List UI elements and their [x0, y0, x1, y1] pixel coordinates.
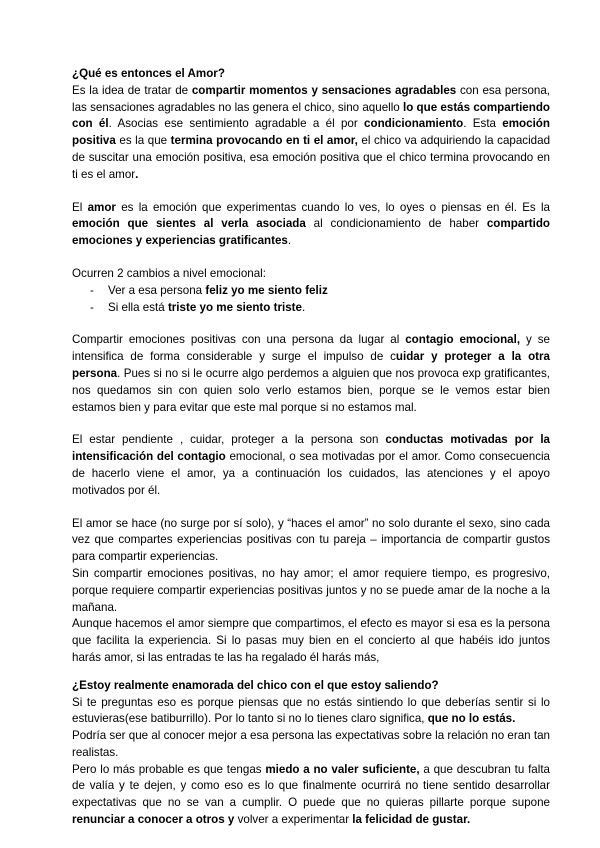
text-run: con esa persona, las sensaciones agradables no las genera el chico, sino aquello [72, 83, 551, 114]
text-run: es la emoción que experimentas cuando lo ves, lo oyes o piensas en él. Es la [115, 200, 551, 214]
paragraph [72, 200, 550, 250]
text-run: . Pues si no si le ocurre algo perdemos a alguien que nos provoca exp gratificantes, nos quedamos sin con quien solo verlo estamos bien, porque se le vemos estar bien estamos bien y para evitar que este mal porque si no estamos mal. [72, 366, 550, 414]
bullet-list [72, 283, 550, 317]
text-run: . Asocias ese sentimiento agradable a él por [108, 117, 365, 131]
bold-text: emoción que sientes al verla asociada [72, 217, 306, 231]
text-run: . [301, 300, 306, 314]
text-run: Ocurren 2 cambios a nivel emocional: [72, 266, 266, 280]
paragraph [72, 616, 550, 666]
text-run: Ver a esa persona [108, 283, 206, 297]
text-run: Si te preguntas eso es porque piensas que no estás sintiendo lo que deberías sentir si lo estuvieras(ese batiburrillo). Por lo tanto si no lo tienes claro significa, [72, 695, 550, 726]
text-run: . Esta [463, 117, 503, 131]
text-run: es la que [115, 134, 171, 148]
text-run: el chico va adquiriendo la capacidad de suscitar una emoción positiva, esa emoción positiva que el chico termina provocando en ti es el amor [72, 134, 551, 181]
text-run: Sin compartir emociones positivas, no hay amor; el amor requiere tiempo, es progresivo, porque requiere compartir experiencias positivas juntos y no se puede amar de la noche a la mañana. [72, 566, 550, 614]
text-run: volver a experimentar [234, 813, 353, 827]
bold-text: uidar y proteger a la otra persona [72, 350, 550, 380]
bold-text: contagio emocional, [405, 333, 521, 347]
paragraph [72, 762, 550, 829]
bold-text: . [135, 167, 139, 181]
text-run: El [72, 200, 88, 214]
bold-text: feliz yo me siento feliz [205, 283, 328, 297]
bold-text: compartido emociones y experiencias gratificantes [72, 217, 550, 248]
paragraph [72, 695, 550, 729]
text-run: Es la idea de tratar de [72, 83, 192, 97]
list-item [90, 283, 550, 300]
bold-text: compartir momentos y sensaciones agradables [191, 83, 457, 97]
text-run: Podría ser que al conocer mejor a esa persona las expectativas sobre la relación no eran tan realistas. [72, 729, 550, 759]
document-body [72, 66, 550, 829]
list-item [90, 300, 550, 317]
text-run: emocional, o sea motivadas por el amor. Como consecuencia de hacerlo viene el amor, ya a continuación los cuidados, las atenciones y el apoyo motivados por él. [72, 450, 551, 497]
bold-text: conductas motivadas por la intensificación del contagio [72, 433, 550, 464]
bold-text: renunciar a conocer a otros y [72, 813, 235, 827]
paragraph [72, 516, 550, 566]
section-heading: ¿Qué es entonces el Amor? [72, 67, 225, 80]
text-run: . [287, 234, 292, 248]
text-run: y se intensifica de forma considerable y surge el impulso de c [72, 333, 550, 364]
bold-text: emoción positiva [72, 117, 550, 148]
text-run: a que descubran tu falta de valía y te dejen, y como eso es lo que finalmente ocurrirá no tiene sentido desarrollar expectativas que no se van a cumplir. O puede que no quieras pillarte porque supone [72, 762, 550, 810]
text-run: El estar pendiente , cuidar, proteger a la persona son [72, 433, 386, 447]
text-run: El amor se hace (no surge por sí solo), y “haces el amor” no solo durante el sexo, sino cada vez que compartes experiencias positivas con tu pareja – importancia de compartir gustos para compartir experiencias. [72, 516, 550, 564]
text-run: al condicionamiento de haber [305, 217, 487, 231]
bold-text: amor [87, 200, 116, 214]
bold-text: que no lo estás. [427, 712, 516, 726]
bold-text: condicionamiento [364, 117, 464, 131]
paragraph [72, 432, 550, 499]
bold-text: triste yo me siento triste [167, 300, 302, 314]
paragraph [72, 266, 550, 283]
text-run: Aunque hacemos el amor siempre que compartimos, el efecto es mayor si esa es la persona que facilita la experiencia. Si lo pasas muy bien en el concierto al que habéis ido juntos harás amor, si las entradas te las ha regalado él harás más, [72, 617, 550, 664]
paragraph [72, 332, 550, 416]
section-heading: ¿Estoy realmente enamorada del chico con el que estoy saliendo? [72, 678, 439, 692]
text-run: Pero lo más probable es que tengas [72, 762, 266, 776]
paragraph [72, 83, 550, 184]
bold-text: termina provocando en ti el amor, [170, 134, 358, 148]
paragraph [72, 566, 550, 616]
bold-text: miedo a no valer suficiente, [265, 762, 420, 776]
paragraph [72, 728, 550, 762]
bold-text: la felicidad de gustar. [352, 813, 471, 827]
bold-text: lo que estás compartiendo con él [72, 100, 550, 131]
text-run: Si ella está [108, 300, 168, 314]
text-run: Compartir emociones positivas con una persona da lugar al [72, 333, 406, 347]
